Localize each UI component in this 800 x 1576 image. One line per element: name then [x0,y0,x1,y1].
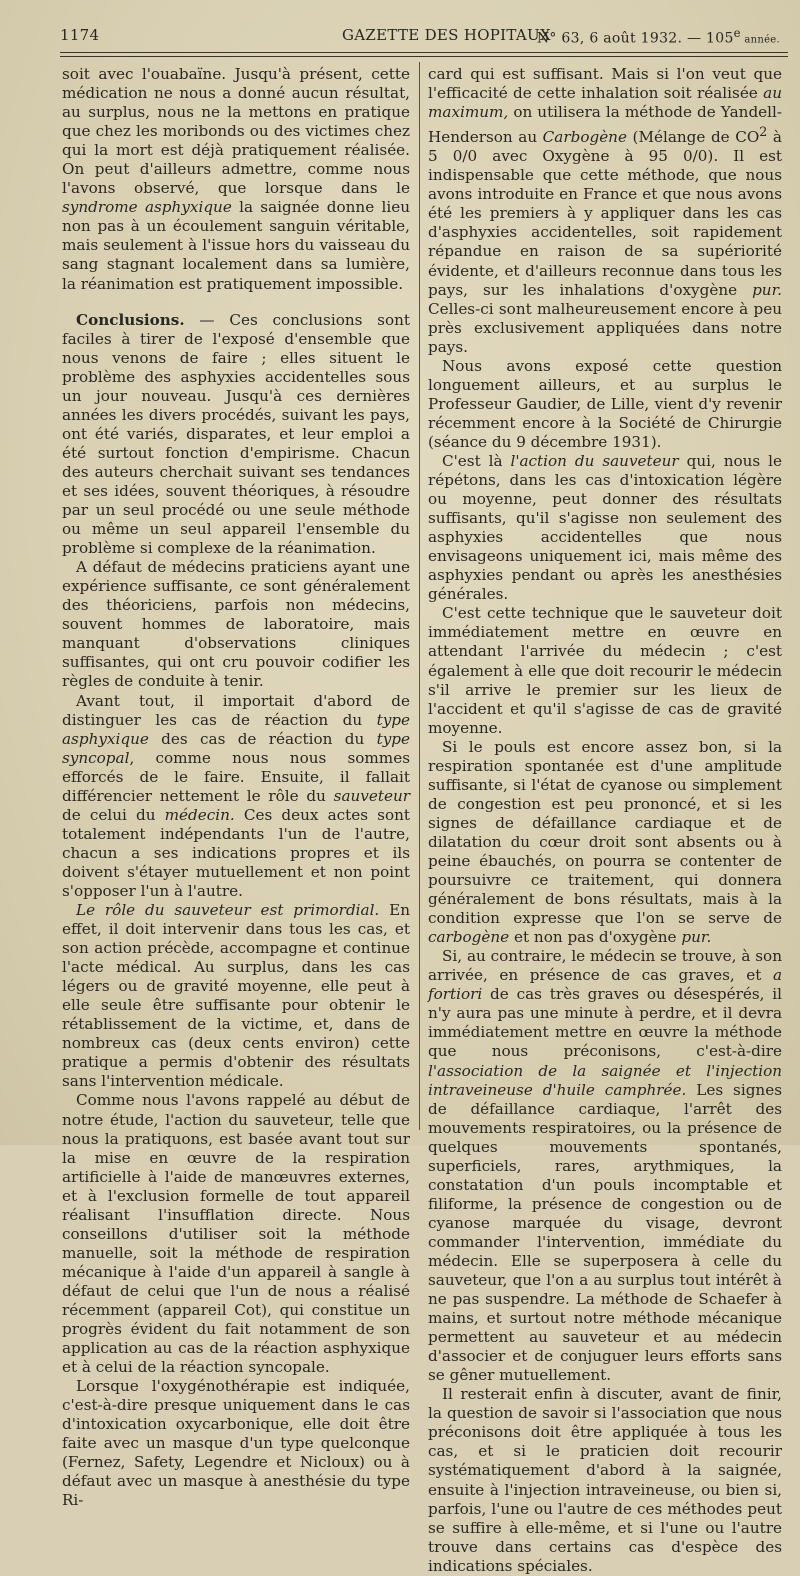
section-heading: Conclusions. [76,310,185,329]
running-header [60,20,780,48]
header-rule [60,52,788,53]
paragraph: A défaut de médecins praticiens ayant une expérience suffisante, ce sont généralement des théoriciens, parfois non médecins, souvent hommes de laboratoire, mais manquant d'observations cliniques suffisantes, qui ont cru pouvoir codifier les règles de conduite à tenir. [62,558,410,691]
paragraph: Si, au contraire, le médecin se trouve, à son arrivée, en présence de cas graves, et a fortiori de cas très graves ou désespérés, il n'y aura pas une minute à perdre, et il devra immédiatement mettre en œuvre la méthode que nous préconisons, c'est-à-dire l'association de la saignée et l'injection intraveineuse d'huile camphrée. Les signes de défaillance cardiaque, l'arrêt des mouvements respiratoires, ou la présence de quelques mouvements spontanés, superficiels, rares, arythmiques, la constatation d'un pouls incomptable et filiforme, la présence de congestion ou de cyanose marquée du visage, devront commander l'intervention, immédiate du médecin. Elle se superposera à celle du sauveteur, que l'on a au surplus tout intérêt à ne pas suspendre. La méthode de Schaefer à mains, et surtout notre méthode mécanique permettent au sauveteur et au médecin d'associer et de conjuguer leurs efforts sans se gêner mutuellement. [428,947,782,1385]
paragraph: Si le pouls est encore assez bon, si la respiration spontanée est d'une amplitude suffisante, si l'état de cyanose ou simplement de congestion est peu prononcé, et si les signes de défaillance cardiaque et de dilatation du cœur droit sont absents ou à peine ébauchés, on pourra se contenter de poursuivre ce traitement, qui donnera généralement de bons résultats, mais à la condition expresse que l'on se serve de carbogène et non pas d'oxygène pur. [428,737,782,947]
paragraph: Comme nous l'avons rappelé au début de notre étude, l'action du sauveteur, telle que nous la pratiquons, est basée avant tout sur la mise en œuvre de la respiration artificielle à l'aide de manœuvres externes, et à l'exclusion formelle de tout appareil réalisant l'insufflation directe. Nous conseillons d'utiliser soit la méthode manuelle, soit la méthode de respiration mécanique à l'aide d'un appareil à sangle à défaut de celui que l'un de nous a réalisé récemment (appareil Cot), qui constitue un progrès évident du fait notamment de son application au cas de la réaction asphyxique et à celui de la réaction syncopale. [62,1091,410,1377]
column-divider [419,62,420,1130]
paragraph: Le rôle du sauveteur est primordial. En effet, il doit intervenir dans tous les cas, et son action précède, accompagne et continue l'acte médical. Au surplus, dans les cas légers ou de gravité moyenne, elle peut à elle seule être suffisante pour obtenir le rétablissement de la victime, et, dans de nombreux cas (deux cents environ) cette pratique a permis d'obtenir des résultats sans l'intervention médicale. [62,901,410,1091]
paragraph: C'est là l'action du sauveteur qui, nous le répétons, dans les cas d'intoxication légère ou moyenne, peut donner des résultats suffisants, qu'il s'agisse non seulement des asphyxies accidentelles que nous envisageons uniquement ici, mais même des asphyxies pendant ou après les anesthésies générales. [428,452,782,604]
paragraph: Avant tout, il importait d'abord de distinguer les cas de réaction du type asphyxique des cas de réaction du type syncopal, comme nous nous sommes efforcés de le faire. Ensuite, il fallait différencier nettement le rôle du sauveteur de celui du médecin. Ces deux actes sont totalement indépendants l'un de l'autre, chacun a ses indications propres et ils doivent s'étayer mutuellement et non point s'opposer l'un à l'autre. [62,691,410,900]
header-rule-inner [60,56,788,57]
journal-title: GAZETTE DES HOPITAUX [342,26,551,44]
page-number: 1174 [60,26,100,44]
issue-info: N° 63, 6 août 1932. — 105e année. [536,26,780,47]
paragraph: Nous avons exposé cette question longuement ailleurs, et au surplus le Professeur Gaudier, de Lille, vient d'y revenir récemment encore à la Société de Chirurgie (séance du 9 décembre 1931). [428,356,782,451]
paragraph-conclusions: Conclusions. — Ces conclusions sont faciles à tirer de l'exposé d'ensemble que nous venons de faire ; elles situent le problème des asphyxies accidentelles sous un jour nouveau. Jusqu'à ces dernières années les divers procédés, suivant les pays, ont été variés, disparates, et leur emploi a été surtout fonction d'empirisme. Chacun des auteurs cherchait suivant ses tendances et ses idées, souvent théoriques, à résoudre par un seul procédé ou une seule méthode ou même un seul appareil l'ensemble du problème si complexe de la réanimation. [62,310,410,558]
left-column [62,65,410,1511]
paragraph: C'est cette technique que le sauveteur doit immédiatement mettre en œuvre en attendant l'arrivée du médecin ; c'est également à elle que doit recourir le médecin s'il arrive le premier sur les lieux de l'accident et qu'il s'agisse de cas de gravité moyenne. [428,604,782,737]
paragraph: card qui est suffisant. Mais si l'on veut que l'efficacité de cette inhalation soit réalisée au maximum, on utilisera la méthode de Yandell-Henderson au Carbogène (Mélange de $CO^2$ à 5 0/0 avec Oxygène à 95 0/0). Il est indispensable que cette méthode, que nous avons introduite en France et que nous avons été les premiers à y appliquer dans les cas d'asphyxies accidentelles, soit rapidement répandue en raison de sa supériorité évidente, et d'ailleurs reconnue dans tous les pays, sur les inhalations d'oxygène pur. Celles-ci sont malheureusement encore à peu près exclusivement appliquées dans notre pays. [428,65,782,356]
right-column [428,65,782,1576]
paragraph: Il resterait enfin à discuter, avant de finir, la question de savoir si l'association que nous préconisons doit être appliquée à tous les cas, et si le praticien doit recourir systématiquement d'abord à la saignée, ensuite à l'injection intraveineuse, ou bien si, parfois, l'une ou l'autre de ces méthodes peut se suffire à elle-même, et si l'une ou l'autre trouve dans certains cas d'espèce des indications spéciales. [428,1385,782,1575]
paragraph: soit avec l'ouabaïne. Jusqu'à présent, cette médication ne nous a donné aucun résultat, au surplus, nous ne la mettons en pratique que chez les moribonds ou des victimes chez qui la mort est déjà pratiquement réalisée. On peut d'ailleurs admettre, comme nous l'avons observé, que lorsque dans le syndrome asphyxique la saignée donne lieu non pas à un écoulement sanguin véritable, mais seulement à l'issue hors du vaisseau du sang stagnant localement dans sa lumière, la réanimation est pratiquement impossible. [62,65,410,293]
paragraph: Lorsque l'oxygénothérapie est indiquée, c'est-à-dire presque uniquement dans le cas d'intoxication oxycarbonique, elle doit être faite avec un masque d'un type quelconque (Fernez, Safety, Legendre et Nicloux) ou à défaut avec un masque à anesthésie du type Ri- [62,1377,410,1510]
